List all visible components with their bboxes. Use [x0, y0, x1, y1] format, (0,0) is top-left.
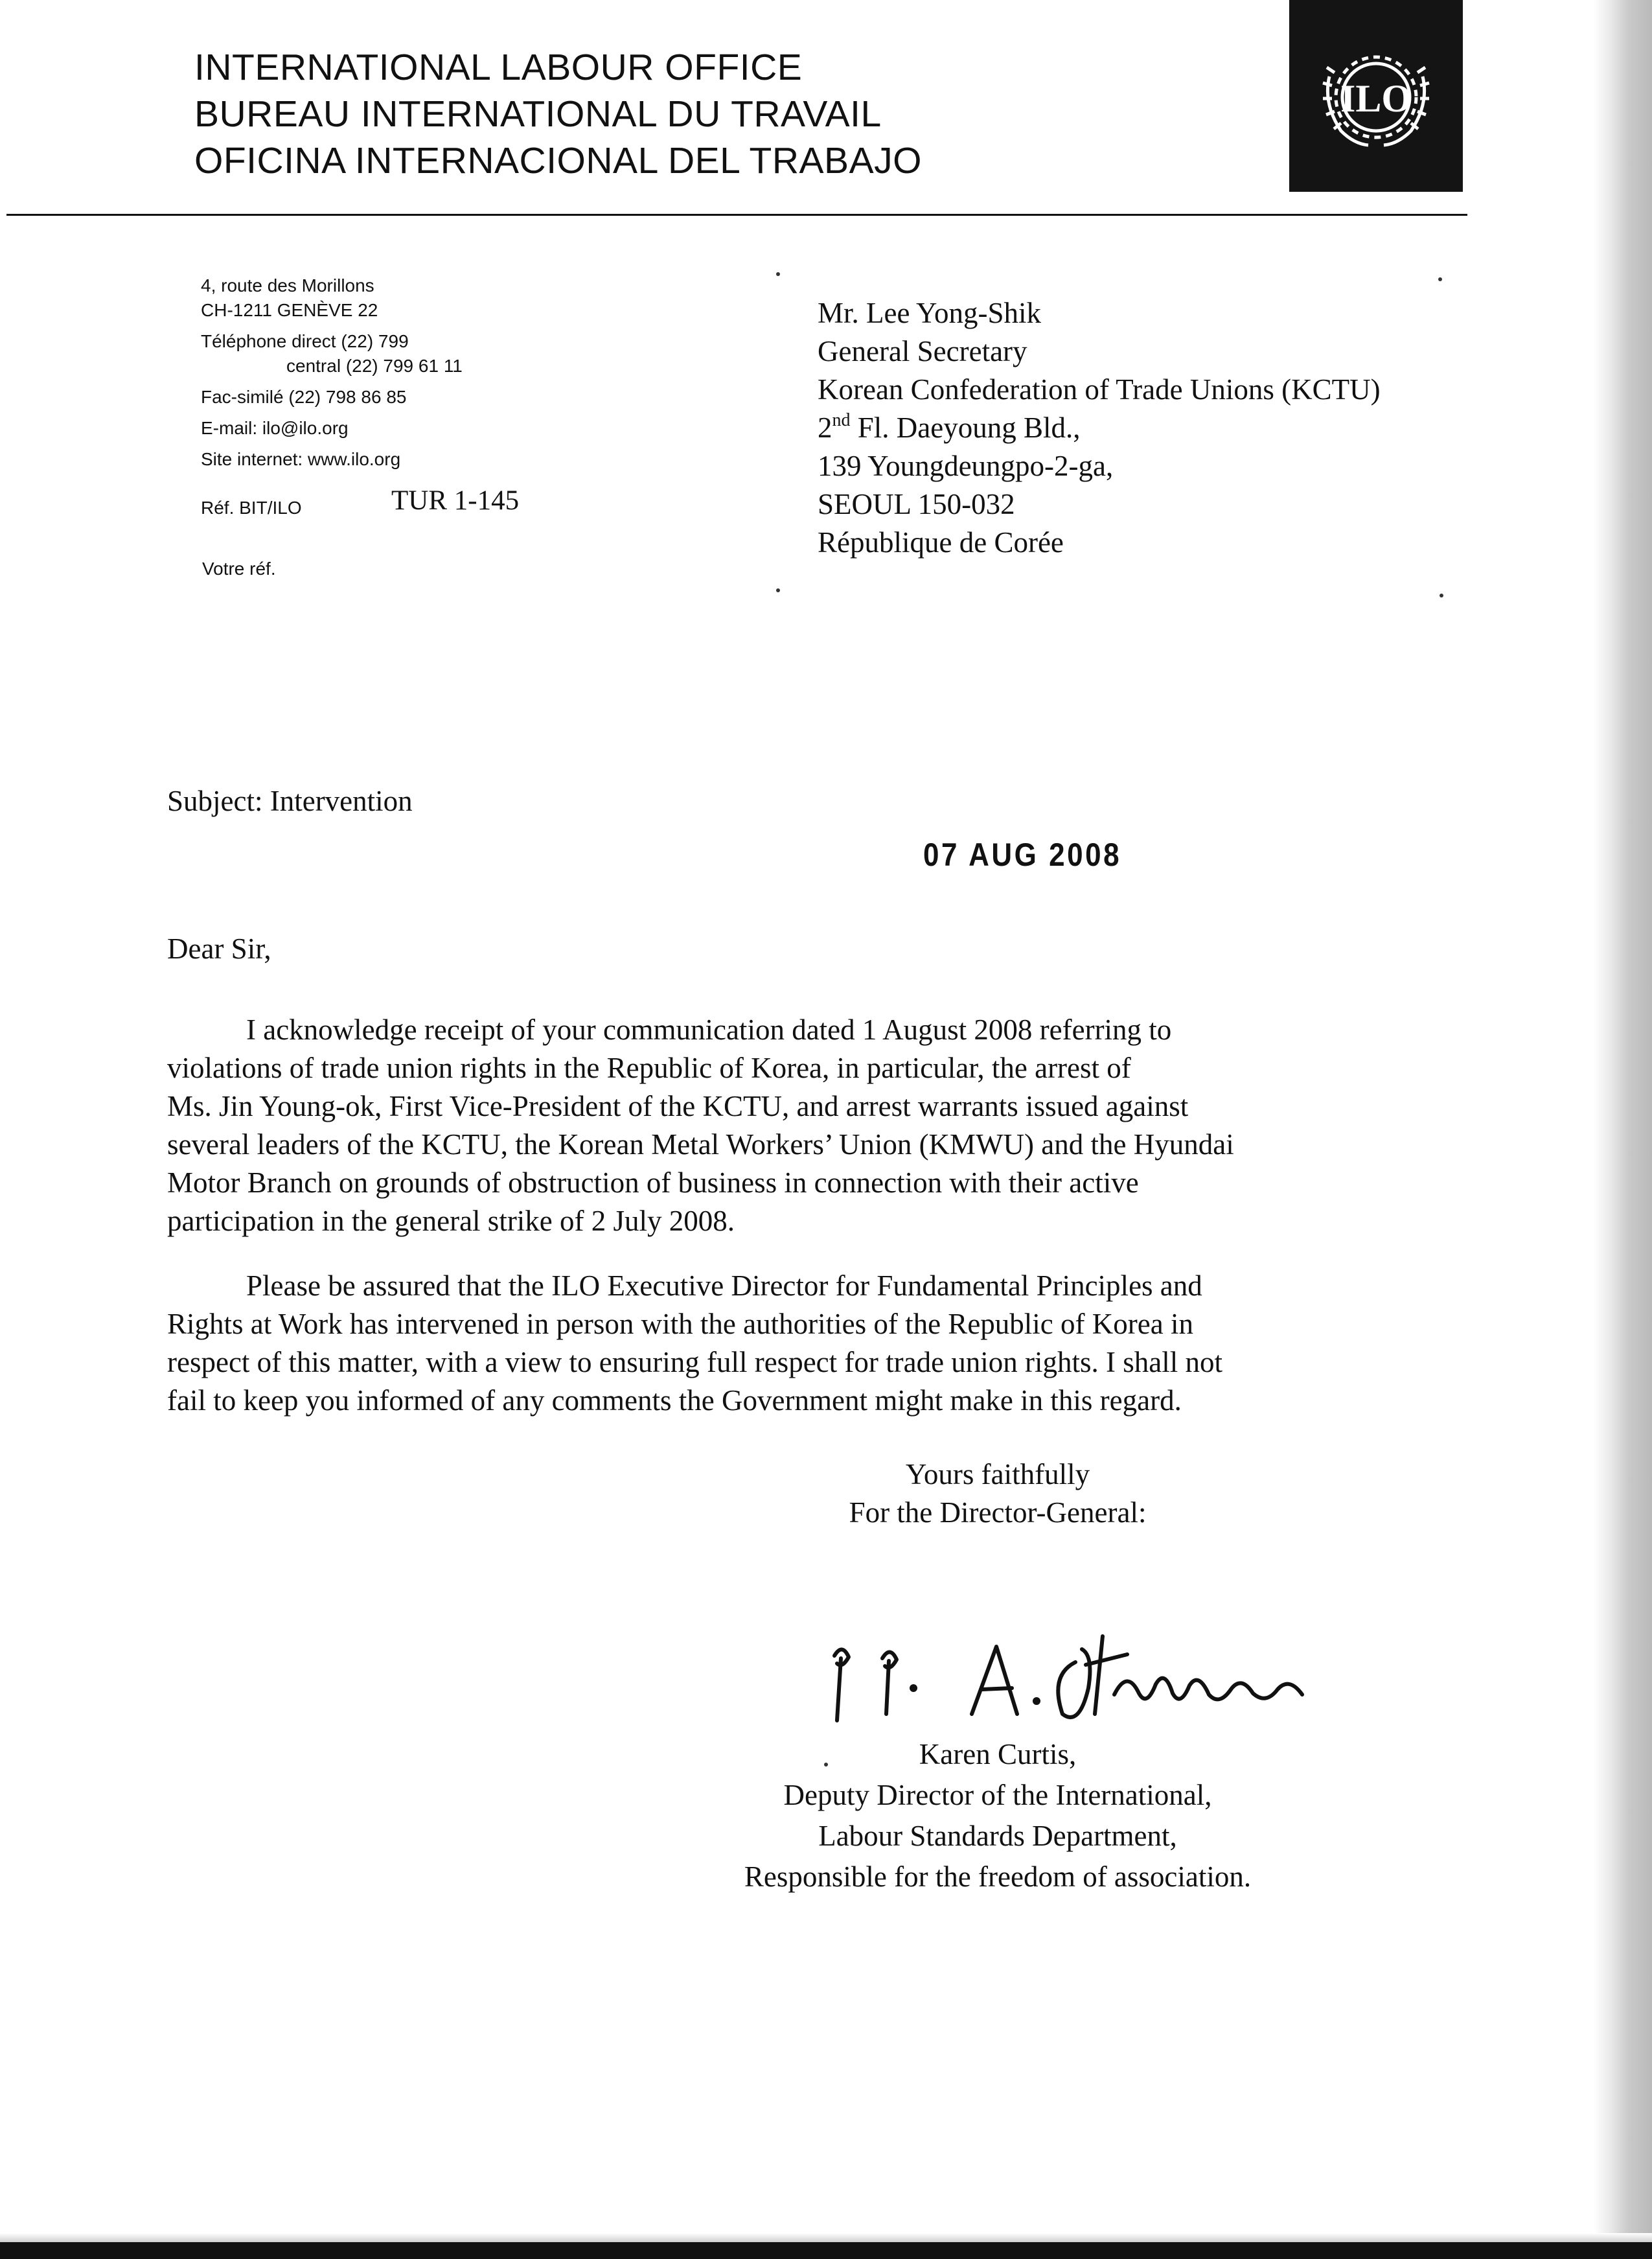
- recipient-country: République de Corée: [818, 526, 1064, 559]
- recipient-title: General Secretary: [818, 335, 1027, 367]
- letterhead-french: BUREAU INTERNATIONAL DU TRAVAIL: [194, 93, 882, 135]
- letterhead: [194, 44, 922, 184]
- letterhead-english: INTERNATIONAL LABOUR OFFICE: [194, 47, 803, 88]
- sender-email: E-mail: ilo@ilo.org: [201, 418, 349, 438]
- ilo-emblem-icon: [1289, 0, 1463, 192]
- paragraph-2-line: Please be assured that the ILO Executive Director for Fundamental Principles and: [246, 1269, 1202, 1302]
- scan-speck: [824, 1763, 828, 1767]
- paragraph-1-line: I acknowledge receipt of your communication dated 1 August 2008 referring to: [246, 1014, 1172, 1046]
- floor-suffix: nd: [832, 410, 851, 430]
- sender-street: 4, route des Morillons: [201, 275, 374, 295]
- scan-speck: [776, 588, 780, 592]
- logo-text: ILO: [1340, 77, 1412, 120]
- floor-building: Fl. Daeyoung Bld.,: [850, 411, 1081, 444]
- sender-phone-central: central (22) 799 61 11: [286, 356, 463, 376]
- closing-for: For the Director-General:: [849, 1496, 1147, 1529]
- signer-title: Deputy Director of the International,: [783, 1779, 1212, 1811]
- handwritten-signature: [823, 1617, 1393, 1740]
- votre-ref: Votre réf.: [202, 559, 276, 579]
- recipient-street: 139 Youngdeungpo-2-ga,: [818, 450, 1114, 482]
- ref-label: Réf. BIT/ILO: [201, 498, 302, 518]
- sender-phone-direct: Téléphone direct (22) 799: [201, 331, 409, 351]
- ref-number: TUR 1-145: [391, 485, 520, 516]
- recipient-name: Mr. Lee Yong-Shik: [818, 297, 1042, 329]
- signer-responsibility: Responsible for the freedom of association.: [744, 1860, 1252, 1893]
- scan-speck: [1438, 277, 1442, 281]
- recipient-address: [818, 294, 1381, 562]
- sender-city: CH-1211 GENÈVE 22: [201, 300, 378, 320]
- paragraph-1-line: Ms. Jin Young-ok, First Vice-President of the KCTU, and arrest warrants issued against: [167, 1090, 1189, 1122]
- signer-name: Karen Curtis,: [919, 1738, 1077, 1770]
- signer-block: [674, 1734, 1322, 1897]
- paragraph-2-line: Rights at Work has intervened in person with the authorities of the Republic of Korea in: [167, 1308, 1193, 1340]
- letterhead-spanish: OFICINA INTERNACIONAL DEL TRABAJO: [194, 140, 922, 181]
- paragraph-1-line: violations of trade union rights in the Republic of Korea, in particular, the arrest of: [167, 1052, 1131, 1084]
- closing: [732, 1455, 1263, 1532]
- floor-number: 2: [818, 411, 832, 444]
- signer-department: Labour Standards Department,: [818, 1820, 1177, 1852]
- paragraph-2: [167, 1267, 1411, 1420]
- recipient-floor: [818, 409, 1381, 447]
- scan-speck: [776, 272, 780, 276]
- recipient-organization: Korean Confederation of Trade Unions (KCTU): [818, 373, 1381, 406]
- scan-edge-right: [1594, 0, 1652, 2259]
- ilo-logo: [1289, 0, 1463, 192]
- sender-website: Site internet: www.ilo.org: [201, 449, 401, 469]
- subject-line: Subject: Intervention: [167, 785, 413, 817]
- paragraph-1-line: Motor Branch on grounds of obstruction of business in connection with their active: [167, 1166, 1139, 1199]
- scan-speck: [1440, 594, 1443, 597]
- closing-salutation: Yours faithfully: [905, 1458, 1090, 1490]
- header-rule: [6, 214, 1467, 216]
- sender-fax: Fac-similé (22) 798 86 85: [201, 387, 407, 407]
- paragraph-1-line: participation in the general strike of 2 July 2008.: [167, 1205, 735, 1237]
- scan-edge-bottom-shadow: [0, 2233, 1652, 2242]
- greeting: Dear Sir,: [167, 933, 271, 965]
- paragraph-1: [167, 1011, 1411, 1240]
- sender-address: [201, 273, 463, 472]
- recipient-city: SEOUL 150-032: [818, 488, 1015, 520]
- paragraph-2-line: fail to keep you informed of any comments the Government might make in this regard.: [167, 1384, 1182, 1417]
- paragraph-2-line: respect of this matter, with a view to ensuring full respect for trade union rights. I shall not: [167, 1346, 1223, 1378]
- scan-edge-bottom: [0, 2242, 1652, 2259]
- date-stamp: 07 AUG 2008: [923, 837, 1122, 873]
- paragraph-1-line: several leaders of the KCTU, the Korean Metal Workers’ Union (KMWU) and the Hyundai: [167, 1128, 1234, 1161]
